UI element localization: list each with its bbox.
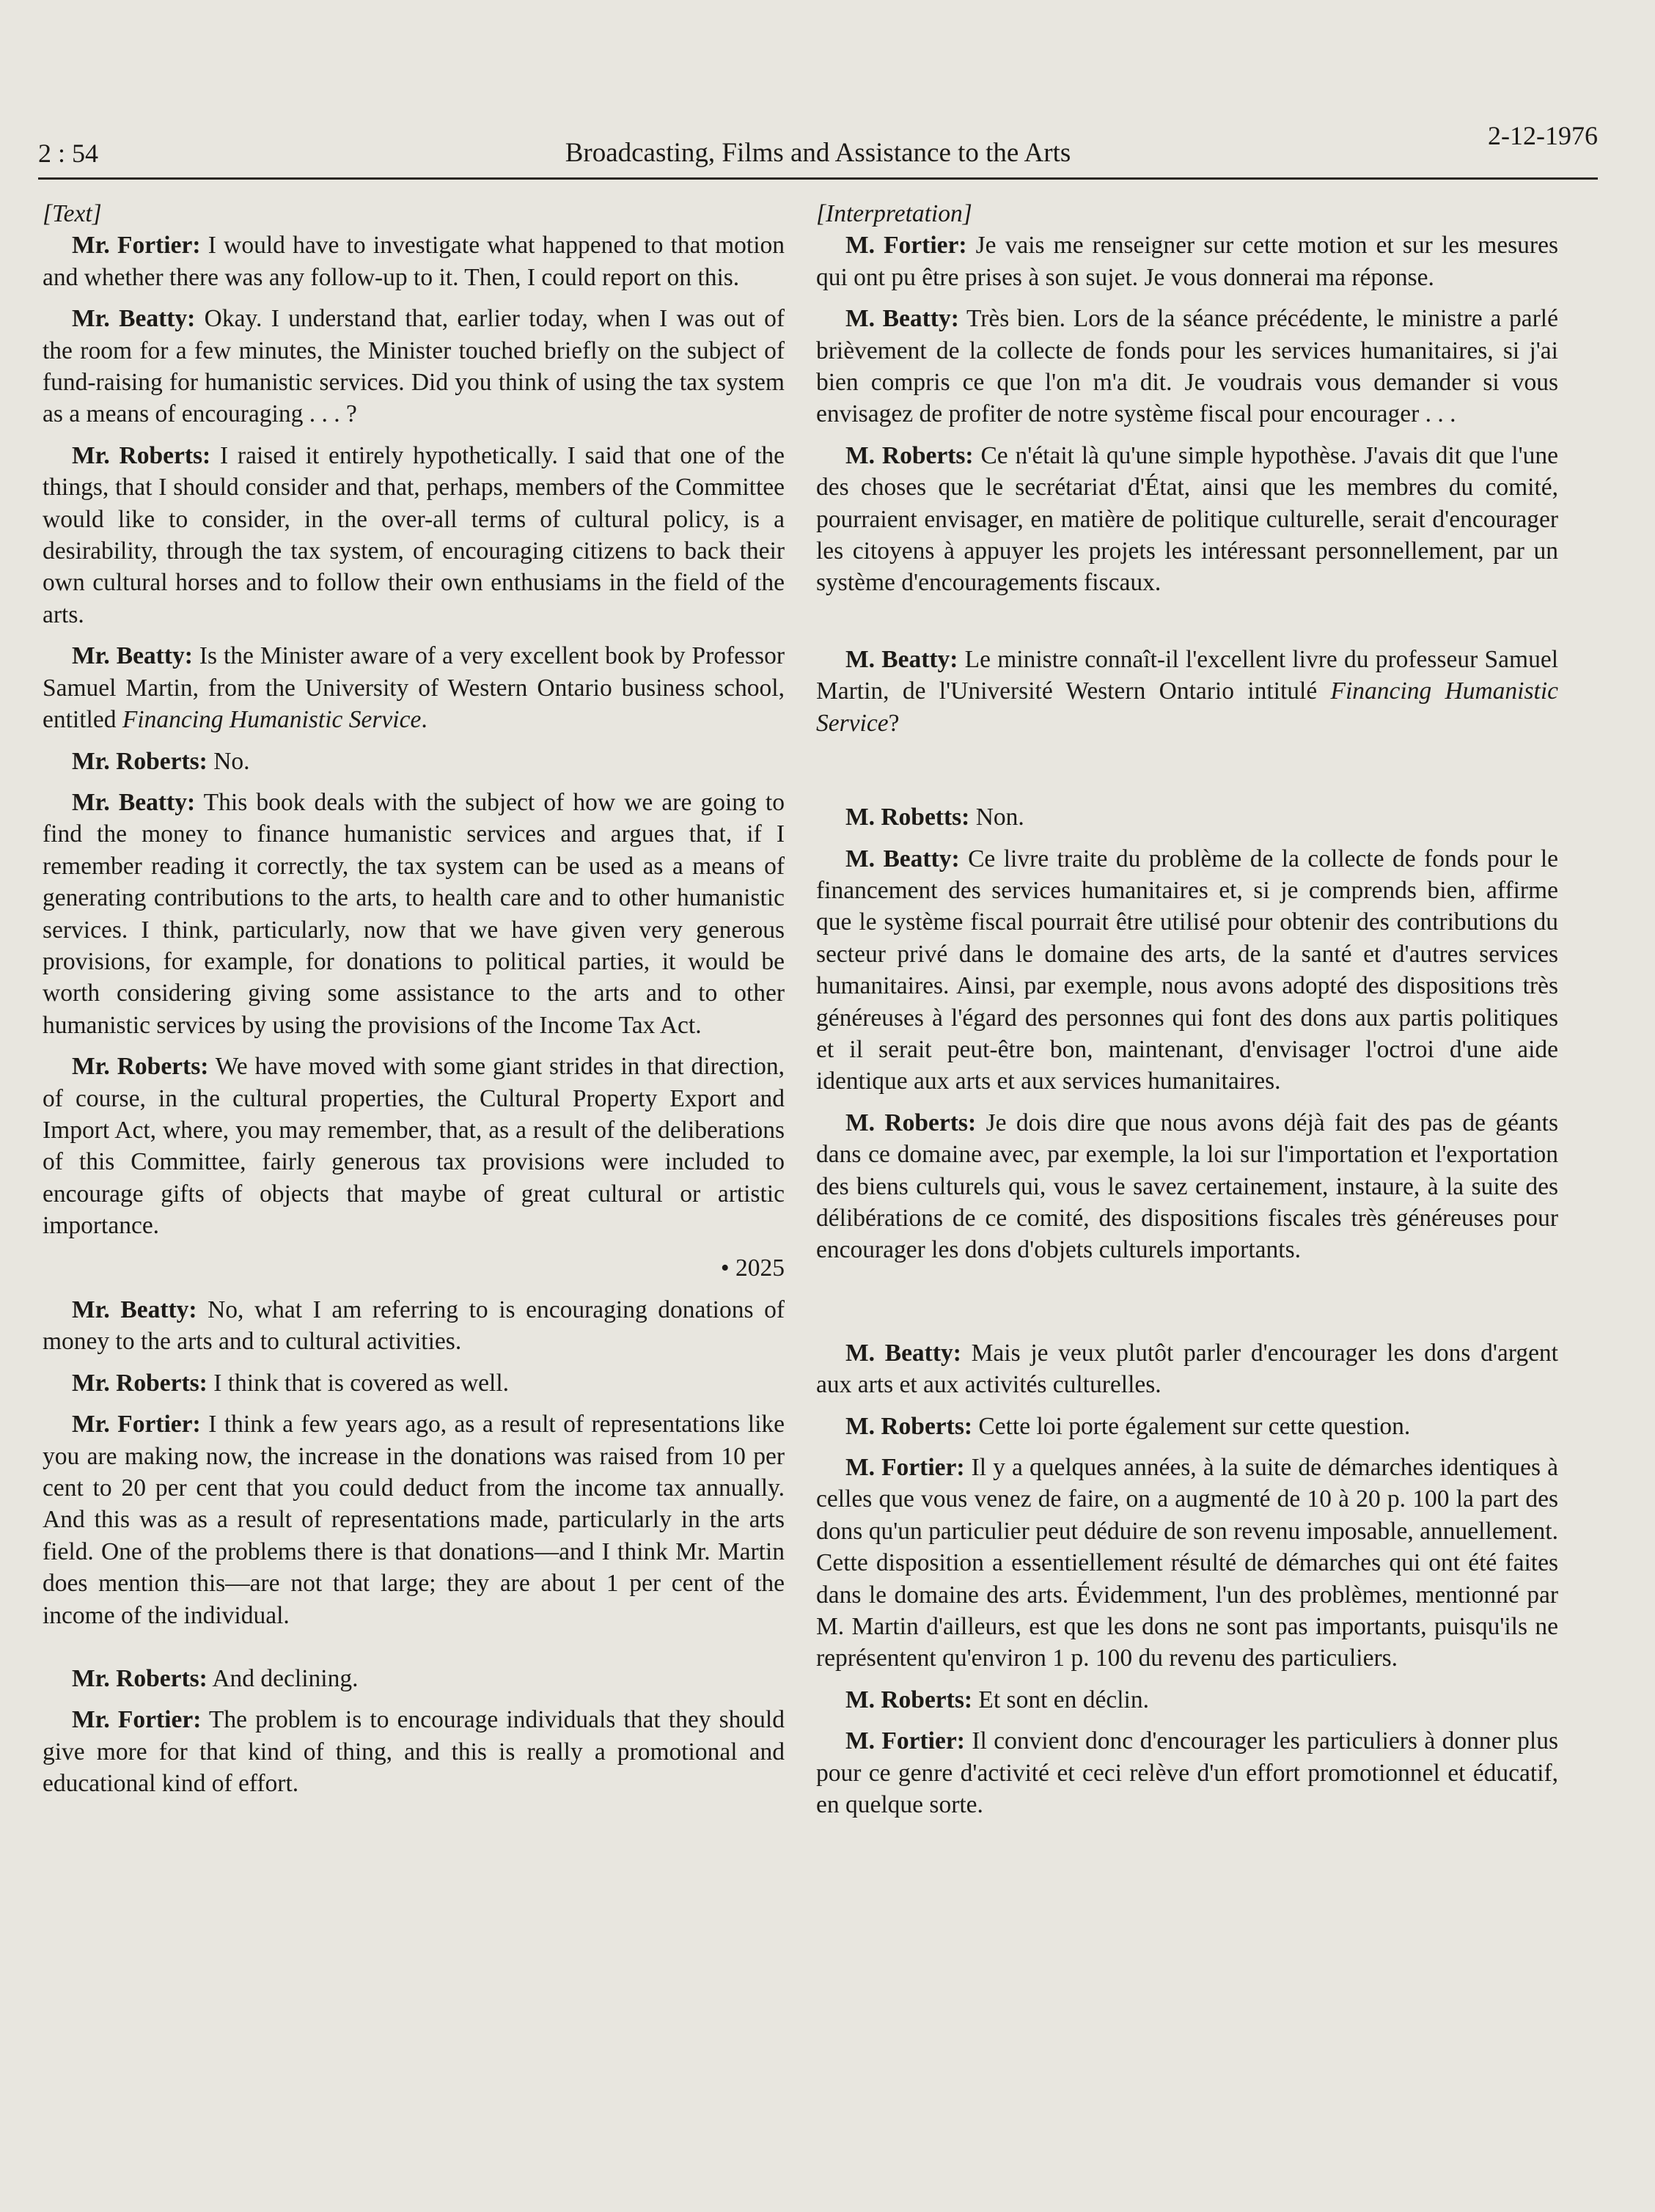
paragraph xyxy=(816,843,1558,1098)
punctuation: . xyxy=(421,706,427,734)
paragraph xyxy=(816,1725,1558,1820)
paragraph xyxy=(43,746,785,777)
speech-text: Je dois dire que nous avons déjà fait des pas de géants dans ce domaine avec, par exemple, la loi sur l'importation et l'exportation des biens culturels qui, vous le savez certainement, instaure, à la suite des délibérations de ce comité, des dispositions fiscales très généreuses pour encourager les dons d'objets culturels importants. xyxy=(816,1109,1559,1264)
interpretation-label: [Interpretation] xyxy=(816,200,972,227)
timestamp: • 2025 xyxy=(720,1254,785,1282)
speech-text: Ce livre traite du problème de la collecte de fonds pour le financement des services humanitaires et, si je comprends bien, affirme que le système fiscal pourrait être utilisé pour obtenir des contributions du secteur privé dans le domaine des arts, de la santé et d'autres services humanitaires. Ainsi, par exemple, nous avons adopté des dispositions très généreuses à l'égard des personnes qui font des dons aux partis politiques et il serait peut-être bon, maintenant, d'envisager l'octroi d'une aide identique aux arts et aux services humanitaires. xyxy=(816,845,1558,1095)
speech-text: Il y a quelques années, à la suite de démarches identiques à celles que vous venez de faire, on a augmenté de 10 à 20 p. 100 la part des dons qu'un particulier peut déduire de son revenu imposable, annuellement. Cette disposition a essentiellement résulté de démarches qui ont été faites dans le domaine des arts. Évidemment, l'un des problèmes, mentionné par M. Martin d'ailleurs, est que les dons ne sont pas importants, puisqu'ils ne représentent qu'environ 1 p. 100 du revenu des particuliers. xyxy=(816,1454,1558,1672)
speech-text: Le ministre connaît-il l'excellent livre du professeur Samuel Martin, de l'Université Western Ontario intitulé xyxy=(816,645,1558,705)
paragraph xyxy=(816,303,1558,430)
speaker-name: Mr. Roberts: xyxy=(72,1369,208,1397)
speaker-name: M. Roberts: xyxy=(845,1109,977,1136)
speech-text: Mais je veux plutôt parler d'encourager les dons d'argent aux arts et aux activités culturelles. xyxy=(816,1339,1558,1399)
speaker-name: Mr. Beatty: xyxy=(72,642,193,670)
paragraph xyxy=(43,1367,785,1399)
paragraph xyxy=(43,1294,785,1358)
speech-text: Okay. I understand that, earlier today, when I was out of the room for a few minutes, the Minister touched briefly on the subject of fund-raising for humanistic services. Did you think of using the tax system as a means of encouraging . . . ? xyxy=(43,305,785,428)
speech-text: Il convient donc d'encourager les particuliers à donner plus pour ce genre d'activité et ceci relève d'un effort promotionnel et éducatif, en quelque sorte. xyxy=(816,1727,1558,1819)
page-number: 2 : 54 xyxy=(38,139,99,168)
paragraph xyxy=(43,640,785,735)
paragraph xyxy=(816,1684,1558,1716)
paragraph xyxy=(816,1337,1558,1401)
paragraph xyxy=(43,1408,785,1631)
speech-text: No, what I am referring to is encouraging donations of money to the arts and to cultural activities. xyxy=(43,1296,785,1356)
speech-text: Non. xyxy=(975,804,1024,831)
punctuation: ? xyxy=(888,709,900,737)
book-title: Financing Humanistic Service xyxy=(122,706,422,734)
speaker-name: Mr. Beatty: xyxy=(72,305,196,333)
french-column xyxy=(816,198,1558,1830)
page-header xyxy=(38,110,1598,180)
speech-text: Et sont en déclin. xyxy=(978,1686,1149,1713)
paragraph xyxy=(816,801,1558,833)
speech-text: We have moved with some giant strides in that direction, of course, in the cultural properties, the Cultural Property Export and Import Act, where, you may remember, that, as a result of the deliberations of this Committee, fairly generous tax provisions were included to encourage gifts of objects that maybe of great cultural or artistic importance. xyxy=(43,1053,785,1240)
paragraph xyxy=(43,229,785,293)
speech-text: Je vais me renseigner sur cette motion et sur les mesures qui ont pu être prises à son sujet. Je vous donnerai ma réponse. xyxy=(816,232,1558,291)
paragraph xyxy=(43,303,785,430)
speech-text: And declining. xyxy=(212,1665,359,1693)
speaker-name: M. Fortier: xyxy=(845,1727,965,1755)
speaker-name: Mr. Fortier: xyxy=(72,1411,201,1438)
paragraph xyxy=(43,440,785,631)
speaker-name: M. Roberts: xyxy=(845,1686,973,1713)
paragraph xyxy=(43,1704,785,1799)
paragraph xyxy=(816,1107,1558,1266)
speaker-name: Mr. Roberts: xyxy=(72,1665,208,1693)
speech-text: I would have to investigate what happened to that motion and whether there was any follow-up to it. Then, I could report on this. xyxy=(43,232,785,291)
text-label: [Text] xyxy=(43,200,102,227)
speaker-name: M. Roberts: xyxy=(845,1412,973,1440)
speech-text: Très bien. Lors de la séance précédente, le ministre a parlé brièvement de la collecte de fonds pour les services humanitaires, si j'ai bien compris ce que l'on m'a dit. Je voudrais vous demander si vous envisagez de profiter de notre système fiscal pour encourager . . . xyxy=(816,305,1558,428)
paragraph xyxy=(816,1452,1558,1675)
paragraph xyxy=(816,229,1558,293)
speaker-name: Mr. Roberts: xyxy=(72,441,211,469)
speaker-name: Mr. Fortier: xyxy=(72,1706,202,1734)
speech-text: I raised it entirely hypothetically. I said that one of the things, that I should consider and that, perhaps, members of the Committee would like to consider, in the over-all terms of cultural policy, is a desirability, through the tax system, of encouraging citizens to back their own cultural horses and to follow their own enthusiams in the field of the arts. xyxy=(43,441,785,628)
paragraph xyxy=(43,1663,785,1694)
speaker-name: Mr. Beatty: xyxy=(72,788,196,816)
speaker-name: Mr. Fortier: xyxy=(72,232,201,260)
paragraph xyxy=(43,1051,785,1241)
speaker-name: M. Beatty: xyxy=(845,1339,961,1367)
speech-text: Ce n'était là qu'une simple hypothèse. J'avais dit que l'une des choses que le secrétariat d'État, ainsi que les membres du comité, pourraient envisager, en matière de politique culturelle, serait d'encourager les citoyens à appuyer les projets les intéressant personnellement, par un système d'encouragements fiscaux. xyxy=(816,441,1559,597)
speech-text: This book deals with the subject of how we are going to find the money to finance humanistic services and argues that, if I remember reading it correctly, the tax system can be used as a means of generating contributions to the arts, to health care and to other humanistic services. I think, particularly, now that we have given very generous provisions, for example, for donations to political parties, it would be worth considering giving some assistance to the arts and to other humanistic services by using the provisions of the Income Tax Act. xyxy=(43,788,785,1039)
paragraph xyxy=(816,440,1558,599)
speech-text: Is the Minister aware of a very excellent book by Professor Samuel Martin, from the University of Western Ontario business school, entitled xyxy=(43,642,785,734)
speech-text: No. xyxy=(213,747,250,775)
speaker-name: M. Beatty: xyxy=(845,645,958,673)
speech-text: The problem is to encourage individuals that they should give more for that kind of thing, and this is really a promotional and educational kind of effort. xyxy=(43,1706,785,1798)
paragraph xyxy=(43,787,785,1041)
speaker-name: M. Beatty: xyxy=(845,305,959,333)
speech-text: I think a few years ago, as a result of representations like you are making now, the increase in the donations was raised from 10 per cent to 20 per cent that you could deduct from the income tax annually. And this was as a result of representations made, particularly in the arts field. One of the problems there is that donations—and I think Mr. Martin does mention this—are not that large; they are about 1 per cent of the income of the individual. xyxy=(43,1411,785,1629)
speech-text: I think that is covered as well. xyxy=(213,1369,510,1397)
running-title: Broadcasting, Films and Assistance to the Arts xyxy=(565,138,1071,168)
speaker-name: M. Roberts: xyxy=(845,441,974,469)
book-title: Financing Humanistic Service xyxy=(816,677,1559,737)
paragraph xyxy=(816,644,1558,739)
speaker-name: Mr. Roberts: xyxy=(72,1053,209,1081)
speaker-name: M. Beatty: xyxy=(845,845,960,872)
english-column xyxy=(43,198,785,1809)
page-date: 2-12-1976 xyxy=(1488,121,1598,150)
speaker-name: M. Fortier: xyxy=(845,232,967,260)
speech-text: Cette loi porte également sur cette question. xyxy=(978,1412,1411,1440)
speaker-name: M. Fortier: xyxy=(845,1454,965,1481)
speaker-name: Mr. Roberts: xyxy=(72,747,208,775)
speaker-name: M. Robetts: xyxy=(845,804,970,831)
speaker-name: Mr. Beatty: xyxy=(72,1296,197,1323)
paragraph xyxy=(816,1411,1558,1442)
